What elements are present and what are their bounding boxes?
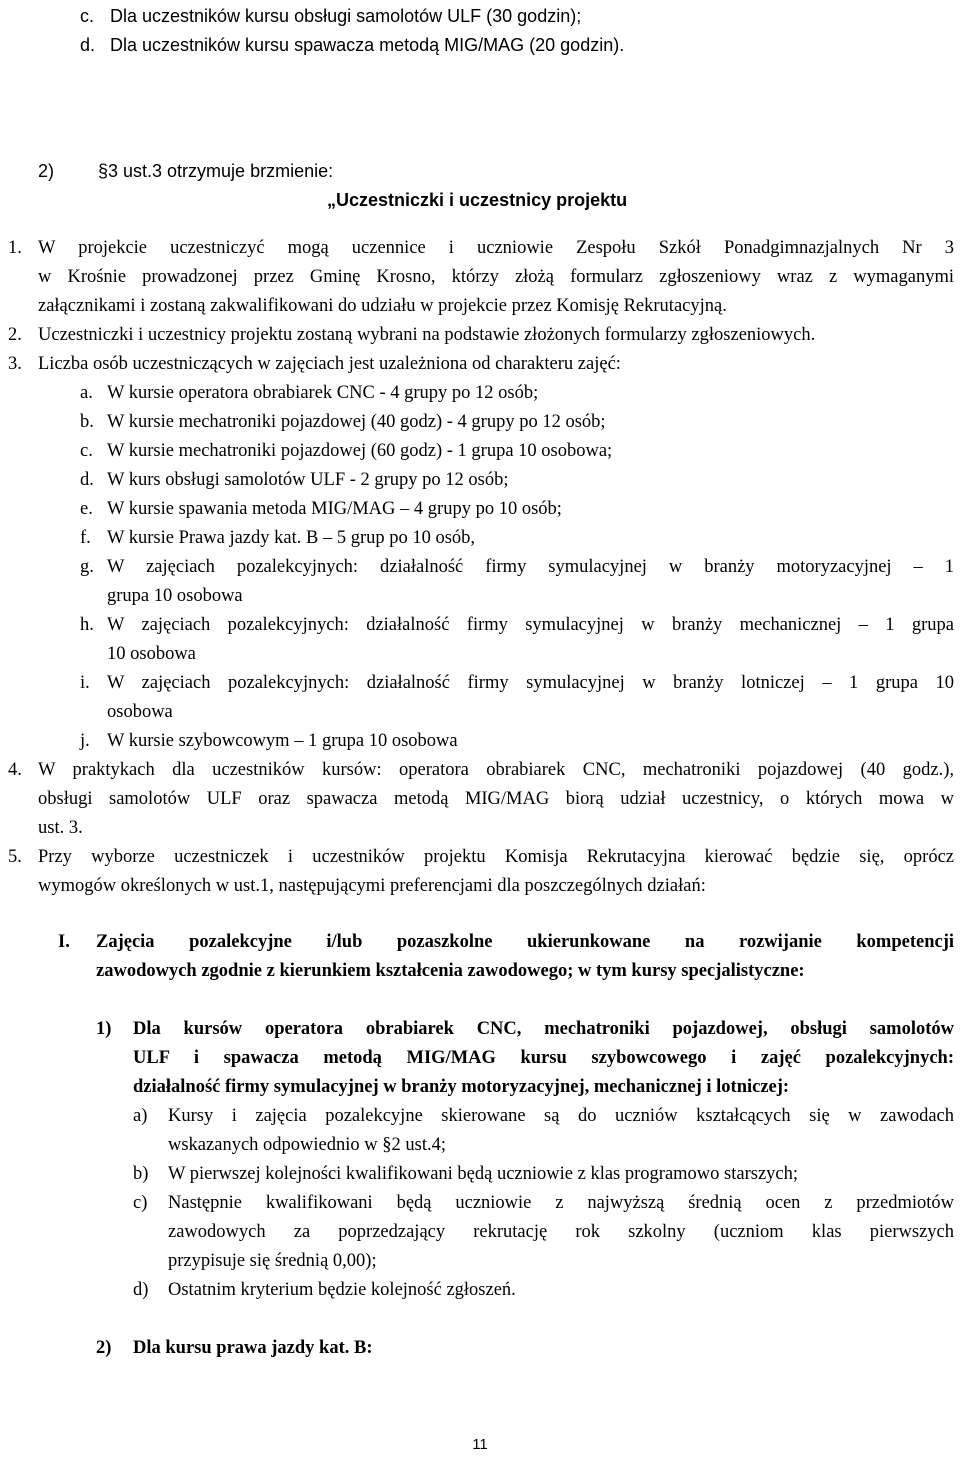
list-item-text: Ostatnim kryterium będzie kolejność zgłoszeń. xyxy=(168,1280,516,1300)
list-item-text: W zajęciach pozalekcyjnych: działalność firmy symulacyjnej w branży mechanicznej – 1 grupa xyxy=(107,615,954,635)
paragraph-line: wymogów określonych w ust.1, następującymi preferencjami dla poszczególnych działań: xyxy=(38,876,706,896)
paragraph-line: w Krośnie prowadzonej przez Gminę Krosno, którzy złożą formularz zgłoszeniowy wraz z wymaganymi xyxy=(38,267,954,287)
section-title: „Uczestniczki i uczestnicy projektu xyxy=(327,190,628,210)
list-item-text: Kursy i zajęcia pozalekcyjne skierowane są do uczniów kształcących się w zawodach xyxy=(168,1106,954,1126)
paragraph-line: ust. 3. xyxy=(38,818,83,838)
list-item-text: W zajęciach pozalekcyjnych: działalność firmy symulacyjnej w branży motoryzacyjnej – 1 xyxy=(107,557,954,577)
section-heading-line: zawodowych zgodnie z kierunkiem kształcenia zawodowego; w tym kursy specjalistyczne: xyxy=(96,961,805,981)
paragraph-line: Uczestniczki i uczestnicy projektu zostaną wybrani na podstawie złożonych formularzy zgłoszeniowych. xyxy=(38,325,816,345)
list-item-text: W zajęciach pozalekcyjnych: działalność firmy symulacyjnej w branży lotniczej – 1 grupa 10 xyxy=(107,673,954,693)
list-marker: h. xyxy=(80,615,94,635)
paragraph-line: W praktykach dla uczestników kursów: operatora obrabiarek CNC, mechatroniki pojazdowej (40 godz.), xyxy=(38,760,954,780)
list-marker: j. xyxy=(80,731,90,751)
list-item-text: W kurs obsługi samolotów ULF - 2 grupy po 12 osób; xyxy=(107,470,509,490)
paragraph-marker: 5. xyxy=(8,847,22,867)
list-marker: e. xyxy=(80,499,93,519)
list-item-text: W kursie mechatroniki pojazdowej (60 godz) - 1 grupa 10 osobowa; xyxy=(107,441,613,461)
subsection-heading-line: Dla kursu prawa jazdy kat. B: xyxy=(133,1338,373,1358)
section-marker: I. xyxy=(58,932,70,952)
subsection-marker: 1) xyxy=(96,1019,112,1039)
amendment-marker: 2) xyxy=(38,161,55,181)
list-item-text: grupa 10 osobowa xyxy=(107,586,243,606)
list-item-text: W kursie mechatroniki pojazdowej (40 godz) - 4 grupy po 12 osób; xyxy=(107,412,606,432)
list-item-text: W kursie Prawa jazdy kat. B – 5 grup po 10 osób, xyxy=(107,528,476,548)
list-item-text: Następnie kwalifikowani będą uczniowie z najwyższą średnią ocen z przedmiotów xyxy=(168,1193,954,1213)
list-marker: a) xyxy=(133,1106,148,1126)
paragraph-line: Przy wyborze uczestniczek i uczestników projektu Komisja Rekrutacyjna kierować będzie się, oprócz xyxy=(38,847,954,867)
list-marker: g. xyxy=(80,557,94,577)
subsection-heading-line: działalność firmy symulacyjnej w branży motoryzacyjnej, mechanicznej i lotniczej: xyxy=(133,1077,790,1097)
list-marker: c. xyxy=(80,441,93,461)
paragraph-marker: 1. xyxy=(8,238,22,258)
list-item-text: W kursie spawania metoda MIG/MAG – 4 grupy po 10 osób; xyxy=(107,499,562,519)
list-item-text: W kursie operatora obrabiarek CNC - 4 grupy po 12 osób; xyxy=(107,383,539,403)
paragraph-line: załącznikami i zostaną zakwalifikowani do udziału w projekcie przez Komisję Rekrutacyjną. xyxy=(38,296,727,316)
list-item-text: Dla uczestników kursu obsługi samolotów ULF (30 godzin); xyxy=(110,6,582,26)
list-item-text: 10 osobowa xyxy=(107,644,196,664)
list-item-text: W pierwszej kolejności kwalifikowani będą uczniowie z klas programowo starszych; xyxy=(168,1164,799,1184)
subsection-heading-line: Dla kursów operatora obrabiarek CNC, mechatroniki pojazdowej, obsługi samolotów xyxy=(133,1019,954,1039)
list-item-text: zawodowych za poprzedzający rekrutację rok szkolny (uczniom klas pierwszych xyxy=(168,1222,954,1242)
list-item-text: wskazanych odpowiednio w §2 ust.4; xyxy=(168,1135,446,1155)
list-item-text: osobowa xyxy=(107,702,173,722)
list-item-text: przypisuje się średnią 0,00); xyxy=(168,1251,377,1271)
list-item-text: Dla uczestników kursu spawacza metodą MIG/MAG (20 godzin). xyxy=(110,35,625,55)
list-marker: f. xyxy=(80,528,91,548)
list-item-text: W kursie szybowcowym – 1 grupa 10 osobowa xyxy=(107,731,458,751)
paragraph-marker: 3. xyxy=(8,354,22,374)
paragraph-marker: 2. xyxy=(8,325,22,345)
list-marker: c. xyxy=(80,6,95,26)
list-marker: i. xyxy=(80,673,90,693)
list-marker: d. xyxy=(80,470,94,490)
subsection-heading-line: ULF i spawacza metodą MIG/MAG kursu szybowcowego i zajęć pozalekcyjnych: xyxy=(133,1048,954,1068)
amendment-text: §3 ust.3 otrzymuje brzmienie: xyxy=(98,161,334,181)
list-marker: b) xyxy=(133,1164,149,1184)
paragraph-marker: 4. xyxy=(8,760,22,780)
list-marker: c) xyxy=(133,1193,148,1213)
paragraph-line: Liczba osób uczestniczących w zajęciach jest uzależniona od charakteru zajęć: xyxy=(38,354,621,374)
page-number: 11 xyxy=(472,1436,488,1453)
paragraph-line: W projekcie uczestniczyć mogą uczennice i uczniowie Zespołu Szkół Ponadgimnazjalnych Nr 3 xyxy=(38,238,954,258)
section-heading-line: Zajęcia pozalekcyjne i/lub pozaszkolne ukierunkowane na rozwijanie kompetencji xyxy=(96,932,954,952)
list-marker: b. xyxy=(80,412,94,432)
subsection-marker: 2) xyxy=(96,1338,112,1358)
list-marker: a. xyxy=(80,383,93,403)
list-marker: d) xyxy=(133,1280,149,1300)
list-marker: d. xyxy=(80,35,96,55)
paragraph-line: obsługi samolotów ULF oraz spawacza metodą MIG/MAG biorą udział uczestnicy, o których mowa w xyxy=(38,789,954,809)
